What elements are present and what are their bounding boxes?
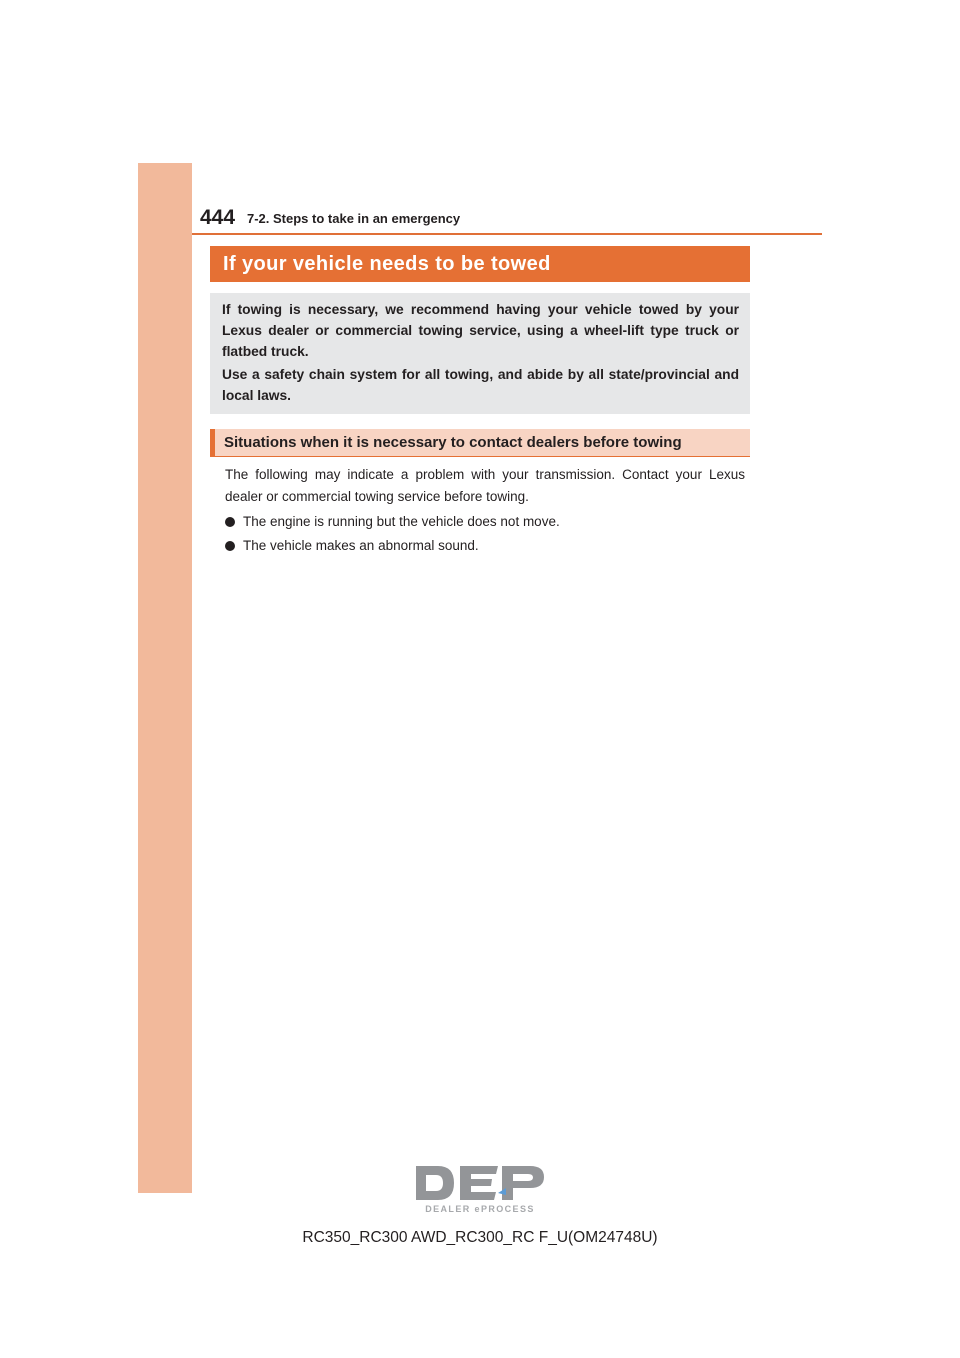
bullet-text: The vehicle makes an abnormal sound.	[243, 538, 479, 553]
footer-model-code: RC350_RC300 AWD_RC300_RC F_U(OM24748U)	[302, 1229, 658, 1246]
page-number: 444	[200, 206, 236, 229]
page-header	[200, 206, 822, 234]
bullet-item	[225, 511, 745, 533]
section-title: If your vehicle needs to be towed	[223, 253, 551, 275]
subsection-accent	[210, 429, 215, 457]
header-rule	[192, 233, 822, 235]
bullet-text: The engine is running but the vehicle does not move.	[243, 514, 560, 529]
subsection-title: Situations when it is necessary to contact dealers before towing	[224, 434, 682, 451]
section-reference: 7-2. Steps to take in an emergency	[247, 211, 461, 226]
section-title-bar	[210, 246, 750, 282]
bullet-icon	[225, 517, 235, 527]
subsection-body: The following may indicate a problem with your transmission. Contact your Lexus dealer or commercial towing service before towing.	[225, 467, 745, 504]
intro-note-box	[210, 293, 750, 414]
intro-paragraph: Use a safety chain system for all towing, and abide by all state/provincial and local laws.	[222, 367, 739, 403]
subsection-rule	[210, 456, 750, 457]
bullet-icon	[225, 541, 235, 551]
bullet-item	[225, 535, 745, 557]
dep-logo-mark	[412, 1162, 548, 1204]
dep-logo-icon	[412, 1162, 548, 1218]
subsection-heading-bar	[210, 429, 750, 457]
logo-caption: DEALER ePROCESS	[425, 1204, 535, 1214]
chapter-side-band	[138, 163, 192, 1193]
intro-paragraph: If towing is necessary, we recommend having your vehicle towed by your Lexus dealer or commercial towing service, using a wheel-lift type truck or flatbed truck.	[222, 302, 739, 359]
